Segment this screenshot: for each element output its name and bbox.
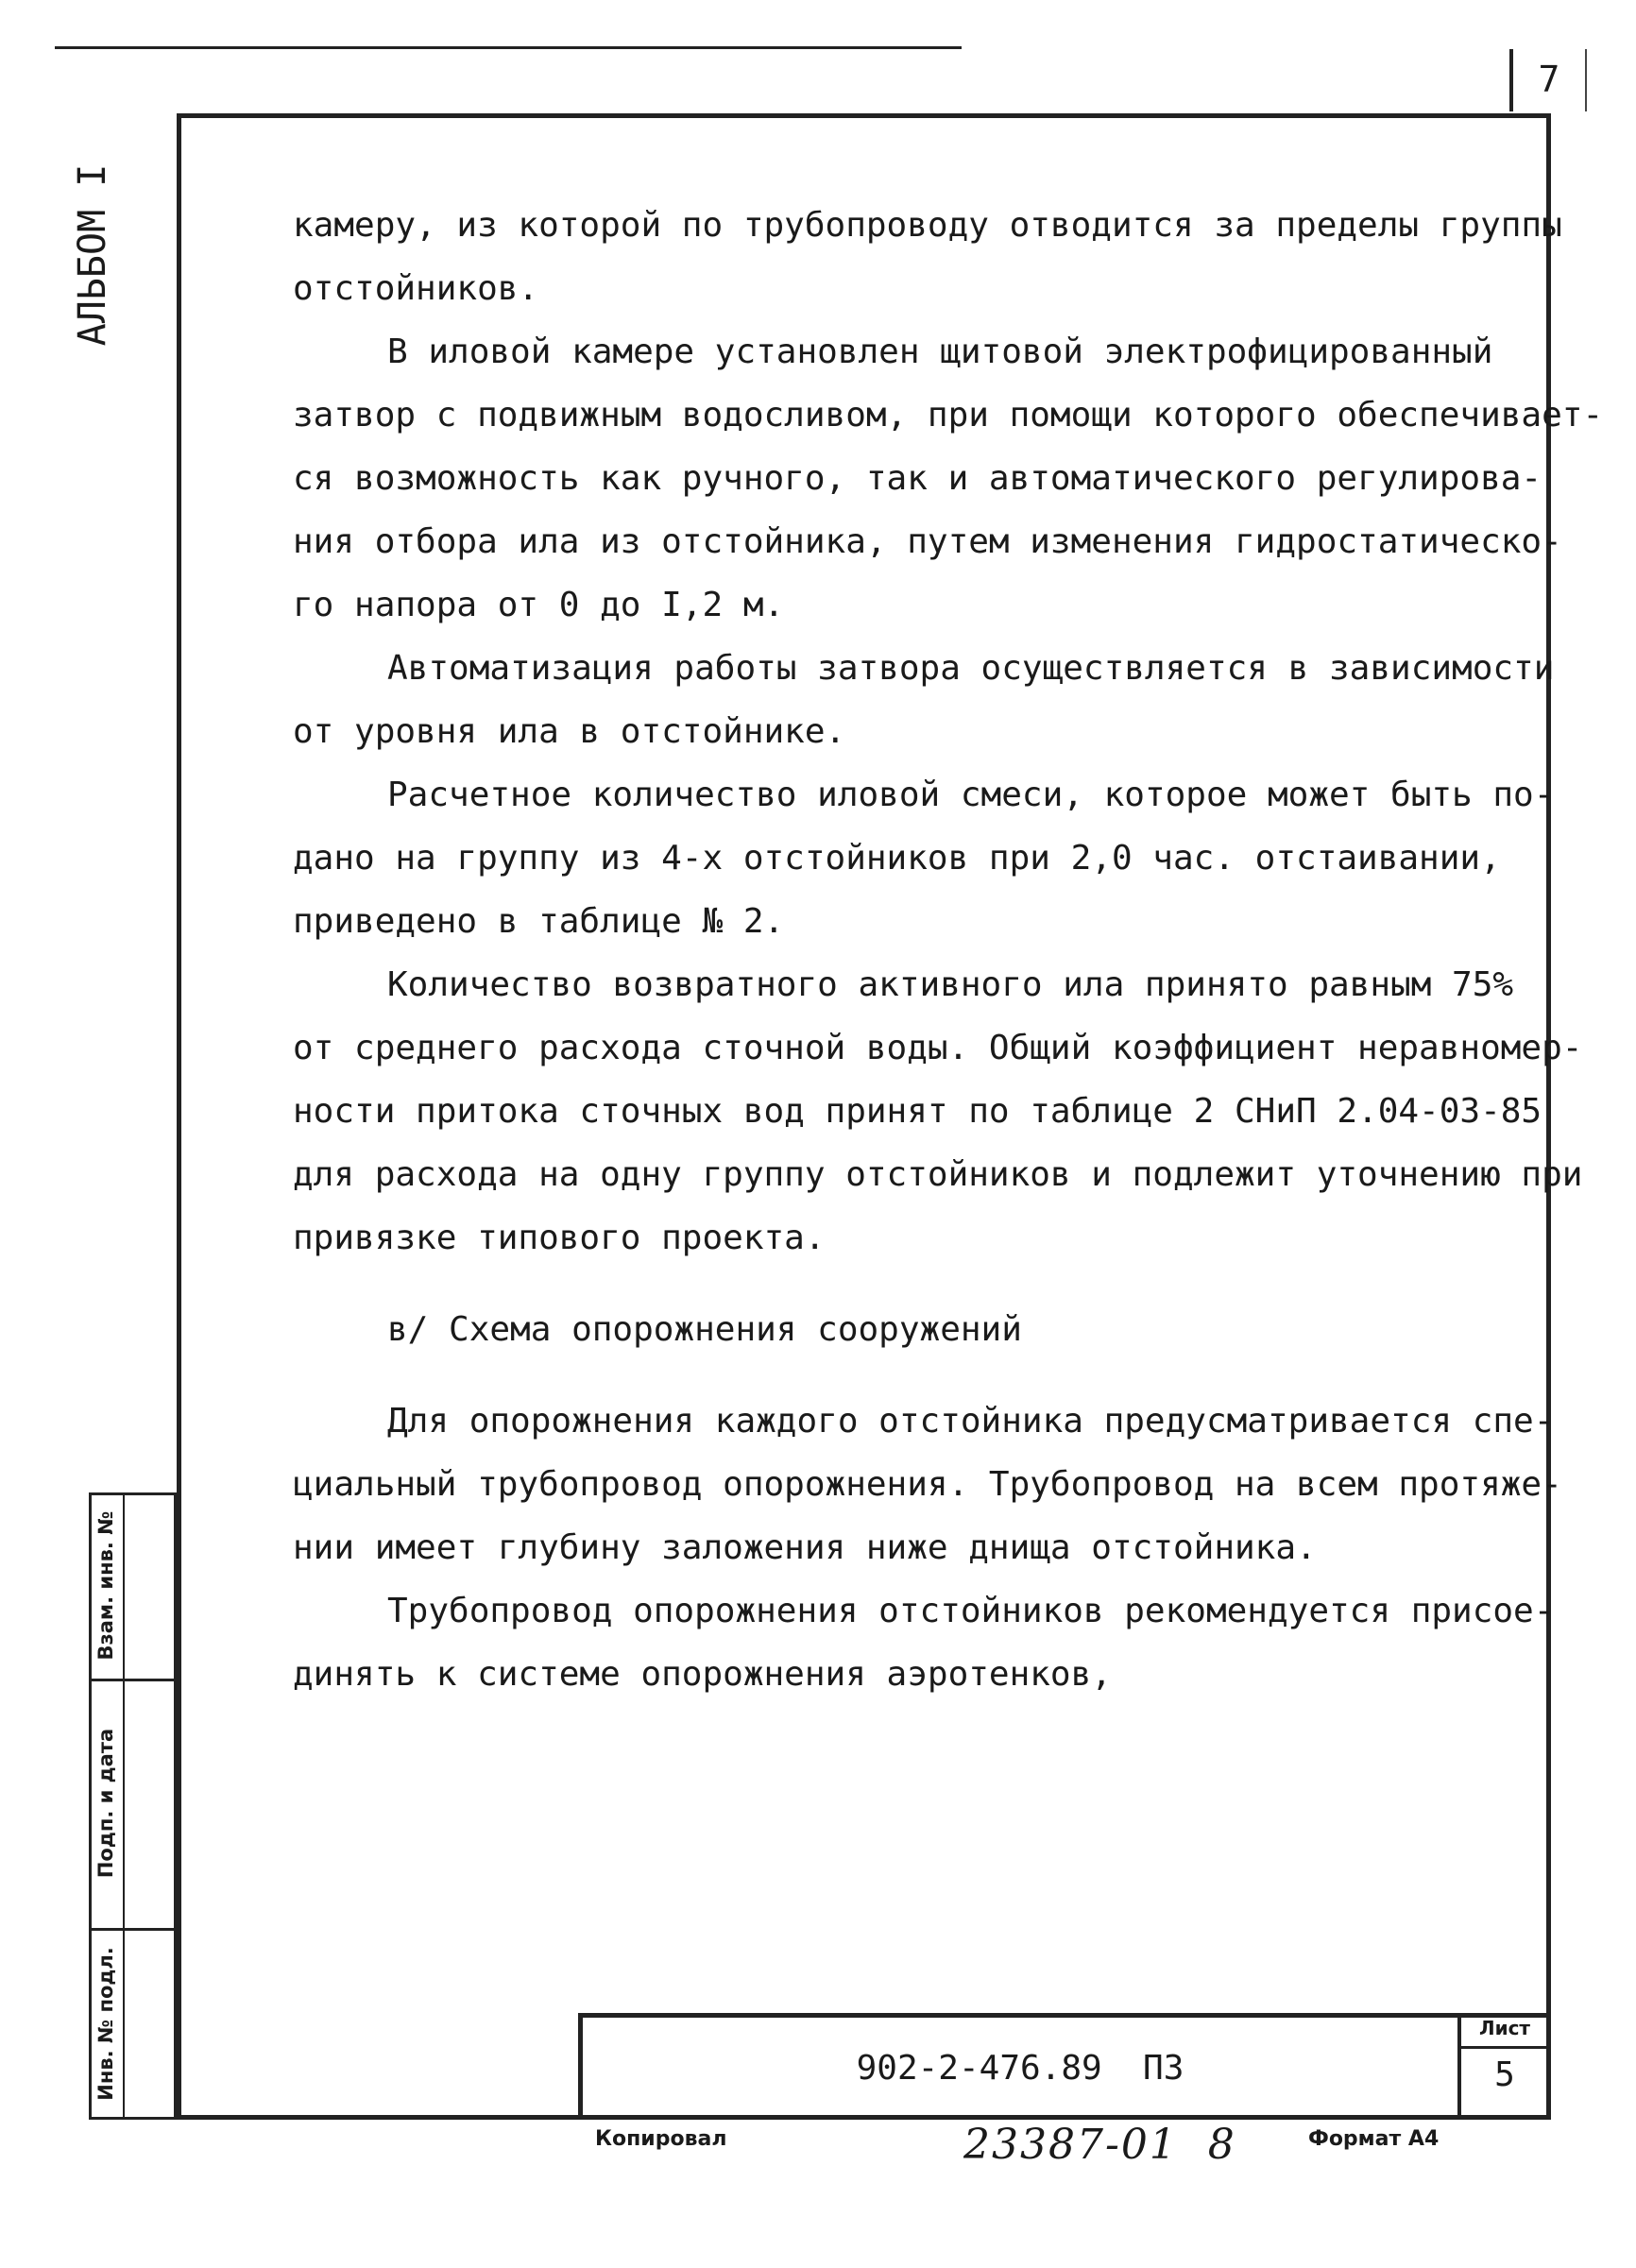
text-line: приведено в таблице № 2.	[293, 902, 785, 941]
corner-rule-left	[1509, 49, 1513, 111]
text-line: для расхода на одну группу отстойников и подлежит уточнению при	[293, 1155, 1583, 1194]
document-code: 902-2-476.89 ПЗ	[856, 2049, 1184, 2088]
album-label: АЛЬБОМ I	[71, 163, 114, 347]
sheet-label: Лист	[1478, 2017, 1531, 2039]
side-stamp-sign-date: Подп. и дата	[94, 1728, 117, 1879]
text-line: отстойников.	[293, 269, 539, 308]
text-line: нии имеет глубину заложения ниже днища отстойника.	[293, 1528, 1317, 1567]
text-line: дано на группу из 4-х отстойников при 2,0 час. отстаивании,	[293, 839, 1501, 878]
format-label: Формат А4	[1308, 2127, 1440, 2151]
corner-page-number: 7	[1538, 59, 1560, 100]
corner-rule-right	[1585, 49, 1587, 111]
text-line: В иловой камере установлен щитовой электрофицированный	[387, 333, 1493, 371]
section-heading: в/ Схема опорожнения сооружений	[387, 1310, 1022, 1349]
body-text	[293, 194, 1604, 1706]
stamp-divider	[1457, 2046, 1551, 2049]
sheet-number: 5	[1494, 2055, 1515, 2094]
text-line: ния отбора ила из отстойника, путем изменения гидростатическо-	[293, 522, 1562, 561]
text-line: ся возможность как ручного, так и автоматического регулирова-	[293, 459, 1542, 498]
text-line: от уровня ила в отстойнике.	[293, 712, 846, 751]
copied-label: Копировал	[595, 2127, 727, 2151]
handwritten-number: 23387-01 8	[963, 2121, 1236, 2169]
side-stamp-inv-orig: Инв. № подл.	[94, 1947, 117, 2101]
top-rule	[55, 46, 962, 49]
side-stamp-replaced-inv: Взам. инв. №	[94, 1510, 117, 1661]
text-line: ности притока сточных вод принят по таблице 2 СНиП 2.04-03-85	[293, 1092, 1542, 1131]
side-stamp-divider	[123, 1492, 125, 2120]
text-line: затвор с подвижным водосливом, при помощи которого обеспечивает-	[293, 396, 1604, 435]
text-line: Количество возвратного активного ила принято равным 75%	[387, 965, 1514, 1004]
text-line: от среднего расхода сточной воды. Общий коэффициент неравномер-	[293, 1029, 1583, 1067]
text-line: динять к системе опорожнения аэротенков,	[293, 1655, 1112, 1694]
text-line: го напора от 0 до I,2 м.	[293, 586, 785, 624]
text-line: Автоматизация работы затвора осуществляется в зависимости	[387, 649, 1555, 688]
text-line: камеру, из которой по трубопроводу отводится за пределы группы	[293, 206, 1562, 245]
text-line: привязке типового проекта.	[293, 1219, 826, 1257]
text-line: Расчетное количество иловой смеси, которое может быть по-	[387, 776, 1555, 814]
text-line: циальный трубопровод опорожнения. Трубопровод на всем протяже-	[293, 1465, 1562, 1504]
text-line: Для опорожнения каждого отстойника предусматривается спе-	[387, 1402, 1555, 1441]
text-line: Трубопровод опорожнения отстойников рекомендуется присое-	[387, 1592, 1555, 1630]
